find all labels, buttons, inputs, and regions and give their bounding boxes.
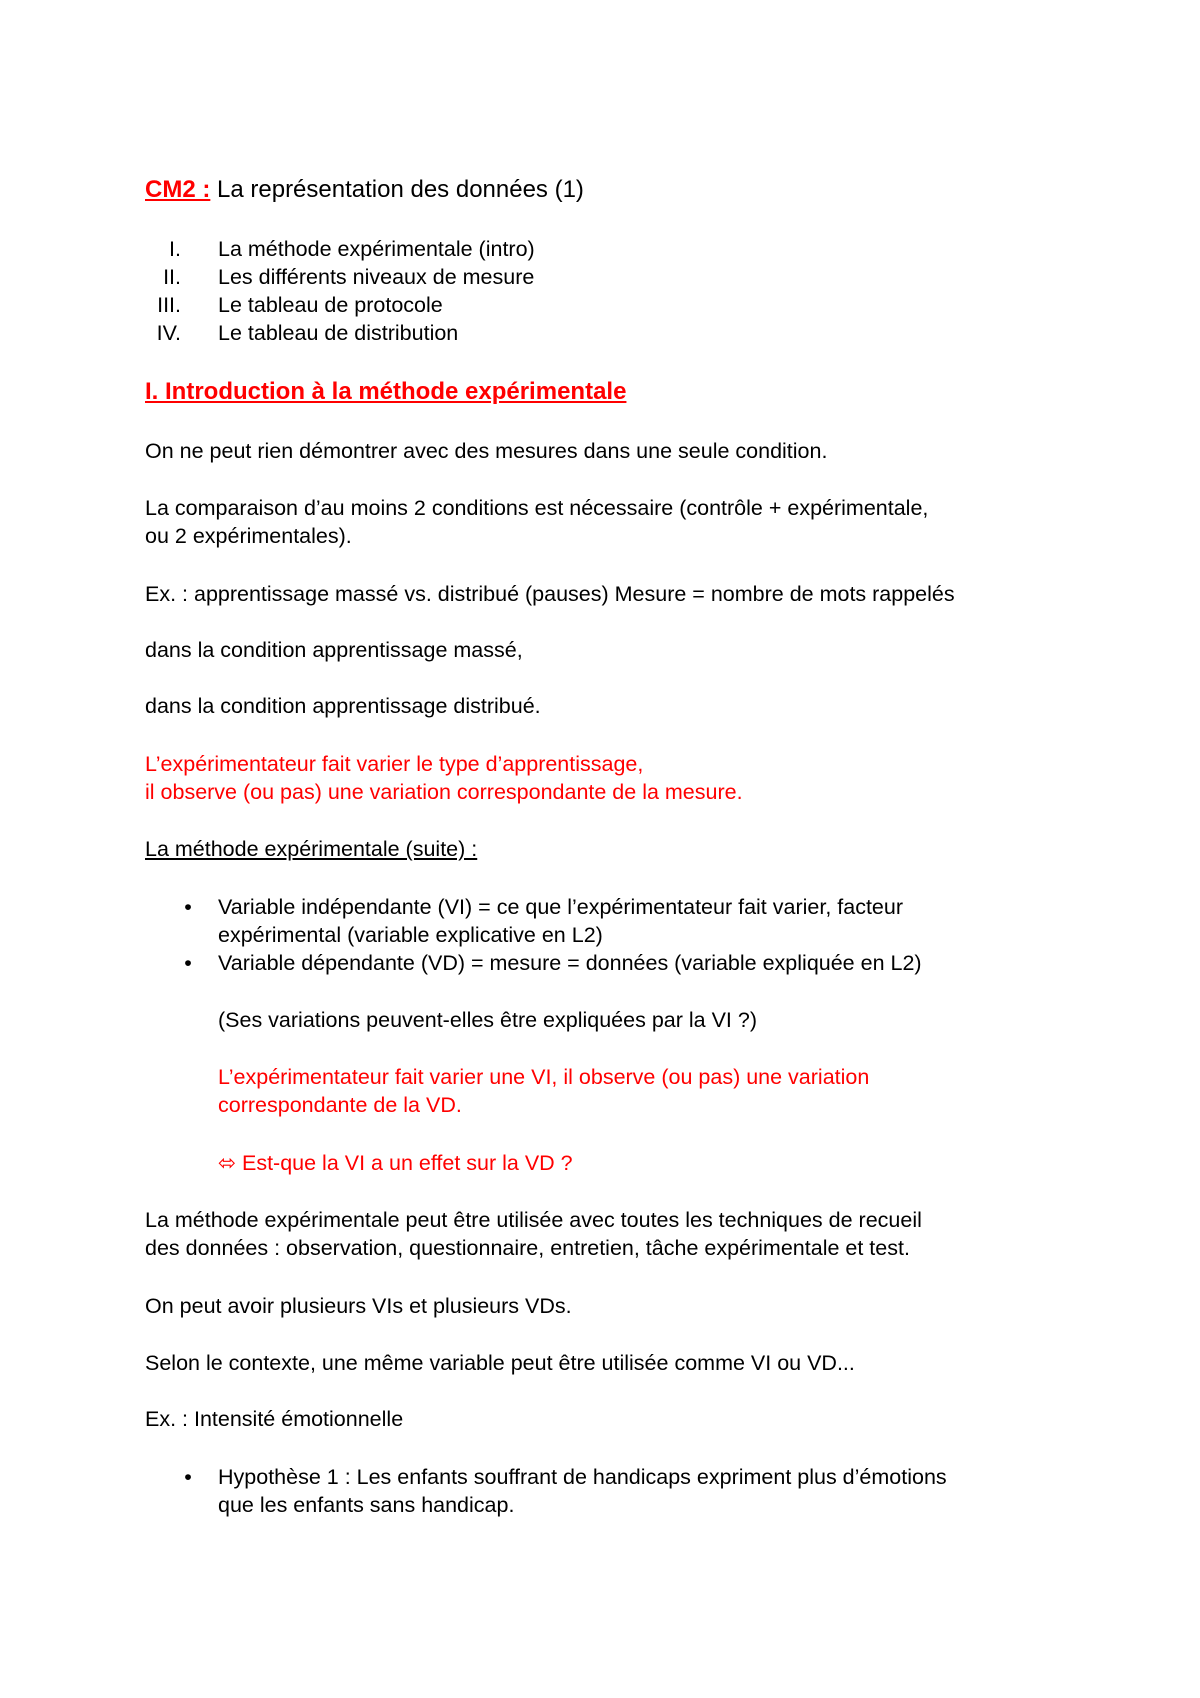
title-text: La représentation des données (1): [210, 176, 584, 203]
page-title: [145, 176, 584, 204]
toc-item: Le tableau de distribution: [218, 321, 459, 345]
paragraph: dans la condition apprentissage massé,: [145, 638, 523, 662]
section-heading: I. Introduction à la méthode expérimentale: [145, 378, 627, 405]
toc-number: I.: [169, 237, 181, 261]
paragraph: des données : observation, questionnaire, entretien, tâche expérimentale et test.: [145, 1236, 910, 1260]
list-subparagraph: (Ses variations peuvent-elles être expliquées par la VI ?): [218, 1008, 757, 1032]
paragraph: ou 2 expérimentales).: [145, 524, 352, 548]
paragraph: Ex. : apprentissage massé vs. distribué (pauses) Mesure = nombre de mots rappelés: [145, 582, 955, 606]
paragraph: dans la condition apprentissage distribué.: [145, 694, 541, 718]
highlight-paragraph: L’expérimentateur fait varier le type d’apprentissage,: [145, 752, 644, 776]
toc-number: III.: [157, 293, 181, 317]
toc-item: Les différents niveaux de mesure: [218, 265, 535, 289]
paragraph: La méthode expérimentale peut être utilisée avec toutes les techniques de recueil: [145, 1208, 922, 1232]
list-highlight: L’expérimentateur fait varier une VI, il observe (ou pas) une variation: [218, 1065, 870, 1089]
bullet-icon: •: [184, 1465, 192, 1489]
bullet-icon: •: [184, 951, 192, 975]
toc-number: II.: [163, 265, 181, 289]
list-item: Variable indépendante (VI) = ce que l’expérimentateur fait varier, facteur: [218, 895, 904, 919]
list-highlight: ⬄ Est-que la VI a un effet sur la VD ?: [218, 1151, 573, 1175]
paragraph: La comparaison d’au moins 2 conditions est nécessaire (contrôle + expérimentale,: [145, 496, 929, 520]
list-highlight: correspondante de la VD.: [218, 1093, 462, 1117]
paragraph: On peut avoir plusieurs VIs et plusieurs VDs.: [145, 1294, 572, 1318]
course-code: CM2 :: [145, 176, 211, 203]
list-item: Variable dépendante (VD) = mesure = données (variable expliquée en L2): [218, 951, 922, 975]
paragraph: Selon le contexte, une même variable peut être utilisée comme VI ou VD...: [145, 1351, 855, 1375]
toc-item: La méthode expérimentale (intro): [218, 237, 535, 261]
bullet-icon: •: [184, 895, 192, 919]
list-item: Hypothèse 1 : Les enfants souffrant de handicaps expriment plus d’émotions: [218, 1465, 947, 1489]
paragraph: Ex. : Intensité émotionnelle: [145, 1407, 404, 1431]
subheading: La méthode expérimentale (suite) :: [145, 837, 478, 861]
list-item: que les enfants sans handicap.: [218, 1493, 515, 1517]
toc-item: Le tableau de protocole: [218, 293, 443, 317]
list-item: expérimental (variable explicative en L2): [218, 923, 603, 947]
toc-number: IV.: [156, 321, 181, 345]
paragraph: On ne peut rien démontrer avec des mesures dans une seule condition.: [145, 439, 828, 463]
highlight-paragraph: il observe (ou pas) une variation correspondante de la mesure.: [145, 780, 743, 804]
